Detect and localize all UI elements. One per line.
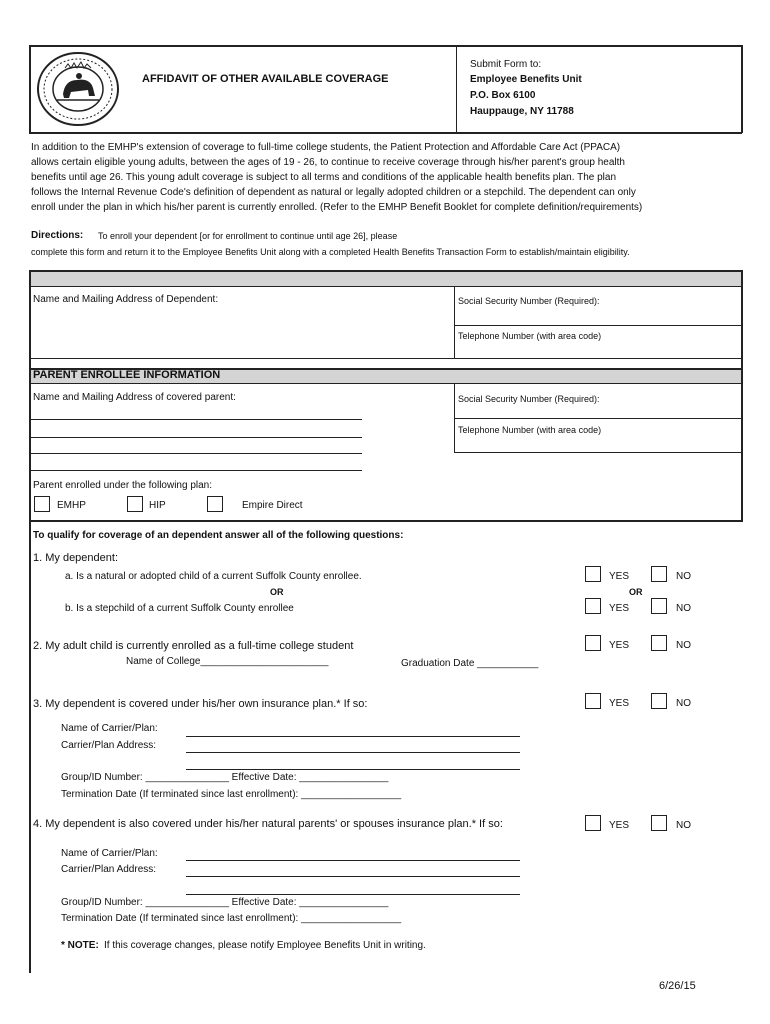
parent-left-border xyxy=(29,368,31,973)
q3-carrier-line[interactable] xyxy=(186,736,520,737)
q2-no-label: NO xyxy=(676,640,691,651)
question-1a: a. Is a natural or adopted child of a current Suffolk County enrollee. xyxy=(65,571,362,582)
parent-address-line-2[interactable] xyxy=(31,437,362,438)
parent-phone-field[interactable] xyxy=(456,437,740,451)
questions-top-border xyxy=(29,520,743,522)
q1b-yes-label: YES xyxy=(609,603,630,614)
q4-termination-date[interactable]: Termination Date (If terminated since last enrollment): __________________ xyxy=(61,913,402,924)
q4-carrier-address-label: Carrier/Plan Address: xyxy=(61,864,157,875)
form-title: AFFIDAVIT OF OTHER AVAILABLE COVERAGE xyxy=(142,73,389,85)
header-right-border xyxy=(741,45,743,133)
q3-group-effective[interactable]: Group/ID Number: _______________ Effective Date: ________________ xyxy=(61,772,389,783)
college-name-field[interactable]: Name of College_______________________ xyxy=(126,656,329,667)
q1a-no-checkbox[interactable] xyxy=(651,566,667,582)
parent-phone-label: Telephone Number (with area code) xyxy=(458,425,602,435)
question-2: 2. My adult child is currently enrolled as a full-time college student xyxy=(33,640,354,652)
question-1: 1. My dependent: xyxy=(33,552,119,564)
parent-address-line-3[interactable] xyxy=(31,453,362,454)
q3-termination-date[interactable]: Termination Date (If terminated since last enrollment): __________________ xyxy=(61,789,402,800)
parent-section-title: PARENT ENROLLEE INFORMATION xyxy=(33,369,221,381)
q3-address-line-2[interactable] xyxy=(186,769,520,770)
q3-yes-label: YES xyxy=(609,698,630,709)
dependent-right-border xyxy=(741,270,743,370)
submit-unit: Employee Benefits Unit xyxy=(470,74,582,85)
dependent-phone-field[interactable] xyxy=(456,343,740,357)
q4-carrier-line[interactable] xyxy=(186,860,520,861)
parent-phone-bottom xyxy=(454,452,742,453)
header-divider xyxy=(456,45,457,133)
plan-emhp-label: EMHP xyxy=(57,500,86,511)
question-3: 3. My dependent is covered under his/her own insurance plan.* If so: xyxy=(33,698,368,710)
q1a-yes-checkbox[interactable] xyxy=(585,566,601,582)
q2-no-checkbox[interactable] xyxy=(651,635,667,651)
parent-name-label: Name and Mailing Address of covered parent: xyxy=(33,392,236,403)
parent-address-line-4[interactable] xyxy=(31,470,362,471)
q1a-no-label: NO xyxy=(676,571,691,582)
dependent-ssn-bottom xyxy=(454,325,742,326)
dependent-section-bar xyxy=(29,270,743,287)
dependent-phone-label: Telephone Number (with area code) xyxy=(458,331,602,341)
county-seal-logo xyxy=(35,50,121,128)
intro-line-5: enroll under the plan in which his/her parent is currently enrolled. (Refer to the EMHP Benefit Booklet for complete definition/requirements) xyxy=(31,202,643,213)
q3-carrier-address-label: Carrier/Plan Address: xyxy=(61,740,157,751)
header-top-border xyxy=(29,45,742,47)
parent-ssn-bottom xyxy=(454,418,742,419)
q4-carrier-label: Name of Carrier/Plan: xyxy=(61,848,158,859)
q4-address-line-2[interactable] xyxy=(186,894,520,895)
q1b-yes-checkbox[interactable] xyxy=(585,598,601,614)
q4-yes-label: YES xyxy=(609,820,630,831)
plan-hip-label: HIP xyxy=(149,500,166,511)
q3-carrier-label: Name of Carrier/Plan: xyxy=(61,723,158,734)
graduation-date-field[interactable]: Graduation Date ___________ xyxy=(401,658,539,669)
directions-line-2: complete this form and return it to the Employee Benefits Unit along with a completed Health Benefits Transaction Form to establish/maintain eligibility. xyxy=(31,247,630,257)
header-bottom-border xyxy=(29,132,742,134)
note-text: If this coverage changes, please notify Employee Benefits Unit in writing. xyxy=(104,940,426,951)
q1a-yes-label: YES xyxy=(609,571,630,582)
dependent-ssn-label: Social Security Number (Required): xyxy=(458,296,600,306)
q3-no-checkbox[interactable] xyxy=(651,693,667,709)
header-left-border xyxy=(29,45,31,133)
submit-to-label: Submit Form to: xyxy=(470,59,542,70)
q4-no-checkbox[interactable] xyxy=(651,815,667,831)
note-label: * NOTE: xyxy=(61,940,99,951)
parent-right-border xyxy=(741,368,743,520)
submit-po-box: P.O. Box 6100 xyxy=(470,90,536,101)
q3-address-line-1[interactable] xyxy=(186,752,520,753)
plan-label: Parent enrolled under the following plan: xyxy=(33,480,213,491)
intro-line-2: allows certain eligible young adults, between the ages of 19 - 26, to continue to receive coverage through his/her parent's group health xyxy=(31,157,625,168)
q4-yes-checkbox[interactable] xyxy=(585,815,601,831)
dependent-bottom xyxy=(29,358,743,359)
q2-yes-label: YES xyxy=(609,640,630,651)
submit-city: Hauppauge, NY 11788 xyxy=(470,106,574,117)
intro-line-1: In addition to the EMHP's extension of coverage to full-time college students, the Patient Protection and Affordable Care Act (PPACA) xyxy=(31,142,621,153)
q4-group-effective[interactable]: Group/ID Number: _______________ Effective Date: ________________ xyxy=(61,897,389,908)
q1-answer-or: OR xyxy=(629,587,643,597)
questions-heading: To qualify for coverage of an dependent answer all of the following questions: xyxy=(33,530,404,541)
q4-address-line-1[interactable] xyxy=(186,876,520,877)
parent-ssn-field[interactable] xyxy=(456,404,740,417)
q2-yes-checkbox[interactable] xyxy=(585,635,601,651)
question-1b: b. Is a stepchild of a current Suffolk County enrollee xyxy=(65,603,294,614)
q1b-no-label: NO xyxy=(676,603,691,614)
q3-no-label: NO xyxy=(676,698,691,709)
intro-line-4: follows the Internal Revenue Code's definition of dependent as natural or legally adopted children or a stepchild. The dependent can only xyxy=(31,187,636,198)
plan-empire-direct-checkbox[interactable] xyxy=(207,496,223,512)
plan-emhp-checkbox[interactable] xyxy=(34,496,50,512)
question-4: 4. My dependent is also covered under his/her natural parents' or spouses insurance plan.* If so: xyxy=(33,818,503,830)
directions-line-1: To enroll your dependent [or for enrollment to continue until age 26], please xyxy=(98,231,398,241)
q3-yes-checkbox[interactable] xyxy=(585,693,601,709)
dependent-name-field[interactable] xyxy=(31,308,451,356)
directions-label: Directions: xyxy=(31,230,84,241)
dependent-divider xyxy=(454,287,455,359)
question-1-or: OR xyxy=(270,587,284,597)
q1b-no-checkbox[interactable] xyxy=(651,598,667,614)
q4-no-label: NO xyxy=(676,820,691,831)
dependent-ssn-field[interactable] xyxy=(456,308,740,324)
plan-empire-direct-label: Empire Direct xyxy=(242,500,303,511)
parent-address-line-1[interactable] xyxy=(31,419,362,420)
plan-hip-checkbox[interactable] xyxy=(127,496,143,512)
dependent-name-label: Name and Mailing Address of Dependent: xyxy=(33,294,219,305)
intro-line-3: benefits until age 26. This young adult coverage is subject to all terms and conditions of the applicable health benefits plan. The plan xyxy=(31,172,617,183)
revision-date: 6/26/15 xyxy=(659,980,696,992)
parent-ssn-label: Social Security Number (Required): xyxy=(458,394,600,404)
